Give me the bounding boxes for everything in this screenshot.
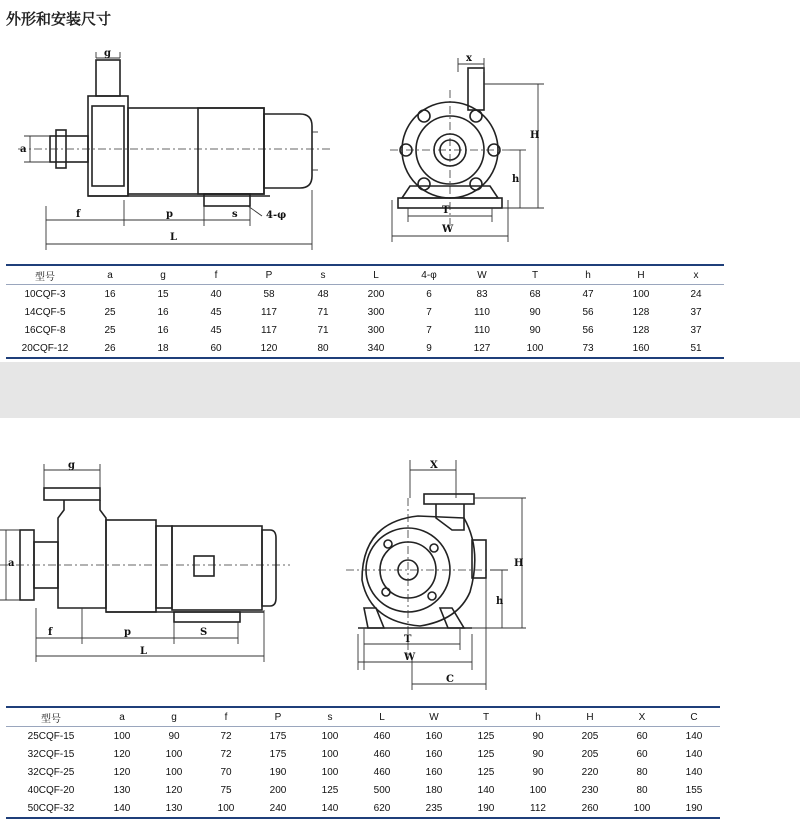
dim-hole-label: 4-φ	[266, 210, 287, 221]
table-cell: 190	[269, 766, 287, 778]
dim-p-label-2: p	[124, 627, 131, 638]
table-cell: 72	[220, 748, 232, 760]
table-cell: 18	[136, 339, 190, 358]
dim-p-label: p	[166, 209, 173, 220]
table-cell: 200	[269, 784, 287, 796]
table-row	[6, 781, 720, 799]
table-cell: 160	[425, 766, 443, 778]
table-cell: 620	[356, 799, 408, 818]
table-cell: 60	[190, 339, 242, 358]
table-cell: 200	[367, 288, 385, 300]
table-header-row	[6, 265, 724, 285]
table-cell: 32CQF-15	[27, 748, 75, 760]
table-cell: 140	[304, 799, 356, 818]
table-cell: 120	[165, 784, 183, 796]
table-cell: 15	[157, 288, 169, 300]
table-cell: 125	[477, 730, 495, 742]
table-cell: 230	[581, 784, 599, 796]
col-header-W: W	[408, 707, 460, 727]
table-cell: 260	[564, 799, 616, 818]
col-header-L: L	[356, 707, 408, 727]
table-cell: 71	[317, 306, 329, 318]
table-cell: 128	[632, 324, 650, 336]
table-cell: 90	[532, 730, 544, 742]
table-cell: 100	[616, 799, 668, 818]
table-cell: 48	[317, 288, 329, 300]
table-cell: 460	[373, 748, 391, 760]
col-header-x: x	[668, 265, 724, 285]
table-cell: 9	[402, 339, 456, 358]
table-cell: 110	[474, 324, 490, 336]
table-cell: 140	[685, 748, 703, 760]
table-cell: 75	[220, 784, 232, 796]
dim-W-label-2: W	[404, 652, 416, 663]
table-cell: 110	[474, 306, 490, 318]
table-cell: 100	[113, 730, 131, 742]
dim-T-label: T	[442, 205, 450, 216]
table-cell: 100	[321, 730, 339, 742]
table-cell: 60	[636, 748, 648, 760]
table-cell: 112	[512, 799, 564, 818]
table-cell: 100	[200, 799, 252, 818]
dim-s-label: s	[232, 209, 238, 220]
table-cell: 14CQF-5	[24, 306, 66, 318]
dim-X-label-2: X	[430, 460, 438, 471]
table-cell: 51	[668, 339, 724, 358]
table-cell: 58	[263, 288, 275, 300]
table-cell: 90	[529, 306, 541, 318]
table-cell: 7	[426, 324, 432, 336]
col-header-X: X	[616, 707, 668, 727]
table-cell: 240	[252, 799, 304, 818]
table-cell: 56	[582, 324, 594, 336]
pump-front-view-drawing-2	[340, 458, 540, 694]
table-cell: 90	[529, 324, 541, 336]
table-cell: 140	[96, 799, 148, 818]
table-row	[6, 763, 720, 781]
table-cell: 220	[581, 766, 599, 778]
table-cell: 190	[460, 799, 512, 818]
dim-H-label-2: H	[514, 558, 524, 569]
table-cell: 175	[269, 748, 287, 760]
table-cell: 180	[425, 784, 443, 796]
dim-g-label-2: g	[68, 460, 75, 471]
table-cell: 37	[690, 306, 702, 318]
table-cell: 140	[685, 730, 703, 742]
table-cell: 127	[456, 339, 508, 358]
table-cell: 37	[690, 324, 702, 336]
table-cell: 500	[373, 784, 391, 796]
table-cell: 80	[636, 766, 648, 778]
table-cell: 300	[367, 324, 385, 336]
table-cell: 45	[210, 324, 222, 336]
col-header-H: H	[614, 265, 668, 285]
table-cell: 235	[408, 799, 460, 818]
dim-C-label-2: C	[446, 674, 454, 685]
table-cell: 100	[321, 748, 339, 760]
table-cell: 175	[269, 730, 287, 742]
table-cell: 40CQF-20	[27, 784, 75, 796]
table-cell: 340	[350, 339, 402, 358]
table-cell: 140	[477, 784, 495, 796]
table-cell: 120	[113, 766, 131, 778]
table-cell: 71	[317, 324, 329, 336]
dim-T-label-2: T	[404, 634, 412, 645]
col-header-L: L	[350, 265, 402, 285]
table-cell: 130	[148, 799, 200, 818]
table-cell: 160	[614, 339, 668, 358]
table-cell: 24	[690, 288, 702, 300]
table-cell: 160	[425, 730, 443, 742]
col-header-model: 型号	[6, 707, 96, 727]
col-header-holes: 4-φ	[402, 265, 456, 285]
table-cell: 56	[582, 306, 594, 318]
col-header-p: P	[252, 707, 304, 727]
table-row	[6, 745, 720, 763]
pump-side-view-drawing-1	[0, 50, 340, 250]
table-cell: 100	[321, 766, 339, 778]
page-title: 外形和安装尺寸	[6, 10, 112, 28]
table-cell: 100	[529, 784, 547, 796]
col-header-f: f	[190, 265, 242, 285]
col-header-a: a	[96, 707, 148, 727]
table-cell: 7	[426, 306, 432, 318]
table-cell: 16CQF-8	[24, 324, 66, 336]
table-cell: 25	[104, 324, 116, 336]
table-cell: 50CQF-32	[6, 799, 96, 818]
table-cell: 10CQF-3	[24, 288, 66, 300]
table-cell: 20CQF-12	[6, 339, 84, 358]
table-cell: 460	[373, 766, 391, 778]
table-cell: 25CQF-15	[27, 730, 75, 742]
dim-f-label: f	[76, 209, 81, 220]
table-cell: 47	[582, 288, 594, 300]
spec-table-small-pumps	[6, 264, 724, 359]
dim-H-label: H	[530, 130, 540, 141]
table-cell: 68	[529, 288, 541, 300]
table-cell: 80	[636, 784, 648, 796]
table-cell: 100	[508, 339, 562, 358]
table-cell: 16	[157, 306, 169, 318]
table-row	[6, 339, 724, 358]
table-cell: 60	[636, 730, 648, 742]
dim-W-label: W	[442, 224, 454, 235]
col-header-g: g	[136, 265, 190, 285]
table-cell: 26	[84, 339, 136, 358]
table-cell: 25	[104, 306, 116, 318]
dim-L-label: L	[170, 232, 178, 243]
table-cell: 117	[261, 324, 277, 336]
table-cell: 128	[632, 306, 650, 318]
table-row	[6, 727, 720, 746]
section-divider	[0, 362, 800, 418]
table-cell: 120	[113, 748, 131, 760]
table-cell: 32CQF-25	[27, 766, 75, 778]
dim-x-label: x	[466, 53, 472, 64]
table-cell: 100	[165, 766, 183, 778]
table-cell: 120	[242, 339, 296, 358]
col-header-h: h	[512, 707, 564, 727]
table-cell: 190	[668, 799, 720, 818]
col-header-C: C	[668, 707, 720, 727]
table-row	[6, 799, 720, 818]
table-row	[6, 285, 724, 304]
col-header-W: W	[456, 265, 508, 285]
table-cell: 73	[562, 339, 614, 358]
table-cell: 125	[477, 766, 495, 778]
spec-table-large-pumps	[6, 706, 720, 819]
table-cell: 125	[477, 748, 495, 760]
table-cell: 160	[425, 748, 443, 760]
table-header-row	[6, 707, 720, 727]
pump-side-view-drawing-2	[0, 458, 300, 668]
table-cell: 90	[532, 748, 544, 760]
col-header-s: s	[304, 707, 356, 727]
table-cell: 83	[476, 288, 488, 300]
dim-f-label-2: f	[48, 627, 53, 638]
table-cell: 205	[581, 730, 599, 742]
col-header-a: a	[84, 265, 136, 285]
dim-S-label-2: S	[200, 627, 208, 638]
dim-g-label: g	[104, 50, 111, 59]
table-cell: 205	[581, 748, 599, 760]
table-cell: 300	[367, 306, 385, 318]
dim-a-label: a	[20, 144, 27, 155]
table-cell: 130	[113, 784, 131, 796]
col-header-H: H	[564, 707, 616, 727]
pump-front-view-drawing-1	[380, 50, 560, 250]
table-cell: 45	[210, 306, 222, 318]
col-header-g: g	[148, 707, 200, 727]
col-header-f: f	[200, 707, 252, 727]
table-cell: 140	[685, 766, 703, 778]
table-cell: 70	[220, 766, 232, 778]
table-cell: 100	[165, 748, 183, 760]
table-cell: 16	[104, 288, 116, 300]
col-header-h: h	[562, 265, 614, 285]
table-cell: 6	[426, 288, 432, 300]
table-cell: 460	[373, 730, 391, 742]
dim-h-label-2: h	[496, 596, 504, 607]
table-cell: 40	[210, 288, 222, 300]
table-cell: 16	[157, 324, 169, 336]
table-cell: 90	[532, 766, 544, 778]
dim-L-label-2: L	[140, 646, 148, 657]
table-row	[6, 303, 724, 321]
col-header-p: P	[242, 265, 296, 285]
table-cell: 80	[296, 339, 350, 358]
dim-h-label: h	[512, 174, 520, 185]
table-cell: 125	[321, 784, 339, 796]
col-header-s: s	[296, 265, 350, 285]
table-cell: 90	[168, 730, 180, 742]
table-row	[6, 321, 724, 339]
table-cell: 100	[632, 288, 650, 300]
col-header-T: T	[460, 707, 512, 727]
table-cell: 117	[261, 306, 277, 318]
dim-a-label-2: a	[8, 558, 15, 569]
col-header-model: 型号	[6, 265, 84, 285]
col-header-T: T	[508, 265, 562, 285]
table-cell: 72	[220, 730, 232, 742]
table-cell: 155	[685, 784, 703, 796]
